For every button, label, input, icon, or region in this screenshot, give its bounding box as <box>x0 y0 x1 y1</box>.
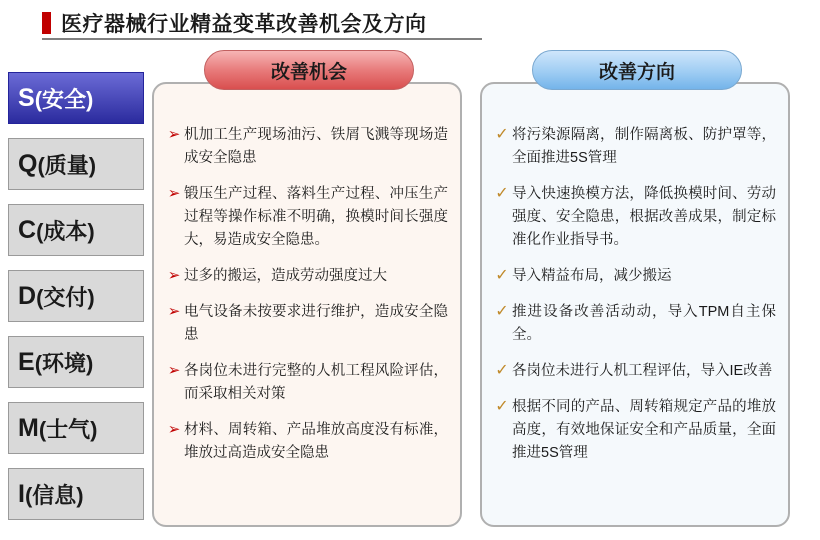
sqcdemi-item-d[interactable] <box>8 270 144 322</box>
arrow-bullet-icon: ➢ <box>167 126 181 143</box>
list-item <box>492 265 776 288</box>
improvement-opportunity-list <box>154 124 460 478</box>
panel-right-header: 改善方向 <box>532 50 742 90</box>
arrow-bullet-icon: ➢ <box>167 267 181 284</box>
sqcdemi-label: (环境) <box>34 350 94 376</box>
panel-improvement-opportunities <box>152 61 462 527</box>
title-marker-icon <box>42 12 51 34</box>
list-item-text: 电气设备未按要求进行维护，造成安全隐患 <box>184 304 448 343</box>
list-item <box>164 183 448 252</box>
sqcdemi-letter: Q <box>18 149 38 178</box>
list-item <box>164 265 448 288</box>
arrow-bullet-icon: ➢ <box>167 362 181 379</box>
sqcdemi-letter: S <box>18 83 35 112</box>
sqcdemi-label: (士气) <box>38 416 98 442</box>
list-item-text: 锻压生产过程、落料生产过程、冲压生产过程等操作标准不明确，换模时间长强度大，易造成安全隐患。 <box>184 186 448 248</box>
list-item-text: 导入精益布局，减少搬运 <box>512 268 672 284</box>
arrow-bullet-icon: ➢ <box>167 303 181 320</box>
list-item-text: 过多的搬运，造成劳动强度过大 <box>184 268 387 284</box>
panel-left-header: 改善机会 <box>204 50 414 90</box>
arrow-bullet-icon: ➢ <box>167 421 181 438</box>
page-title: 医疗器械行业精益变革改善机会及方向 <box>61 13 427 36</box>
panel-improvement-directions <box>480 61 790 527</box>
list-item <box>164 360 448 406</box>
list-item-text: 将污染源隔离，制作隔离板、防护罩等，全面推进5S管理 <box>512 127 776 166</box>
list-item-text: 材料、周转箱、产品堆放高度没有标准，堆放过高造成安全隐患 <box>184 422 448 461</box>
list-item-text: 根据不同的产品、周转箱规定产品的堆放高度，有效地保证安全和产品质量，全面推进5S管理 <box>512 399 776 461</box>
sqcdemi-item-s[interactable] <box>8 72 144 124</box>
sqcdemi-label: (成本) <box>36 218 95 244</box>
list-item <box>492 124 776 170</box>
sqcdemi-column <box>8 72 144 527</box>
check-bullet-icon: ✓ <box>495 362 509 379</box>
list-item <box>164 419 448 465</box>
sqcdemi-item-c[interactable] <box>8 204 144 256</box>
sqcdemi-letter: D <box>18 281 37 310</box>
sqcdemi-label: (安全) <box>34 86 94 112</box>
sqcdemi-item-q[interactable] <box>8 138 144 190</box>
sqcdemi-letter: I <box>18 479 25 508</box>
list-item-text: 推进设备改善活动动，导入TPM自主保全。 <box>512 304 776 343</box>
list-item <box>492 301 776 347</box>
list-item-text: 各岗位未进行人机工程评估，导入IE改善 <box>512 363 773 379</box>
sqcdemi-letter: C <box>18 215 37 244</box>
check-bullet-icon: ✓ <box>495 126 509 143</box>
list-item <box>164 301 448 347</box>
check-bullet-icon: ✓ <box>495 185 509 202</box>
list-item <box>164 124 448 170</box>
sqcdemi-label: (交付) <box>36 284 95 310</box>
sqcdemi-label: (质量) <box>37 152 97 178</box>
sqcdemi-label: (信息) <box>24 482 84 508</box>
list-item-text: 机加工生产现场油污、铁屑飞溅等现场造成安全隐患 <box>184 127 448 166</box>
list-item-text: 导入快速换模方法，降低换模时间、劳动强度、安全隐患，根据改善成果，制定标准化作业指导书。 <box>512 186 776 248</box>
sqcdemi-item-e[interactable] <box>8 336 144 388</box>
list-item <box>492 360 776 383</box>
sqcdemi-letter: M <box>18 413 39 442</box>
title-underline <box>42 38 482 40</box>
list-item <box>492 183 776 252</box>
sqcdemi-item-i[interactable] <box>8 468 144 520</box>
sqcdemi-letter: E <box>18 347 35 376</box>
check-bullet-icon: ✓ <box>495 303 509 320</box>
check-bullet-icon: ✓ <box>495 398 509 415</box>
list-item <box>492 396 776 465</box>
improvement-direction-list <box>482 124 788 478</box>
check-bullet-icon: ✓ <box>495 267 509 284</box>
list-item-text: 各岗位未进行完整的人机工程风险评估，而采取相关对策 <box>184 363 448 402</box>
page-title-bar <box>0 6 820 40</box>
arrow-bullet-icon: ➢ <box>167 185 181 202</box>
sqcdemi-item-m[interactable] <box>8 402 144 454</box>
